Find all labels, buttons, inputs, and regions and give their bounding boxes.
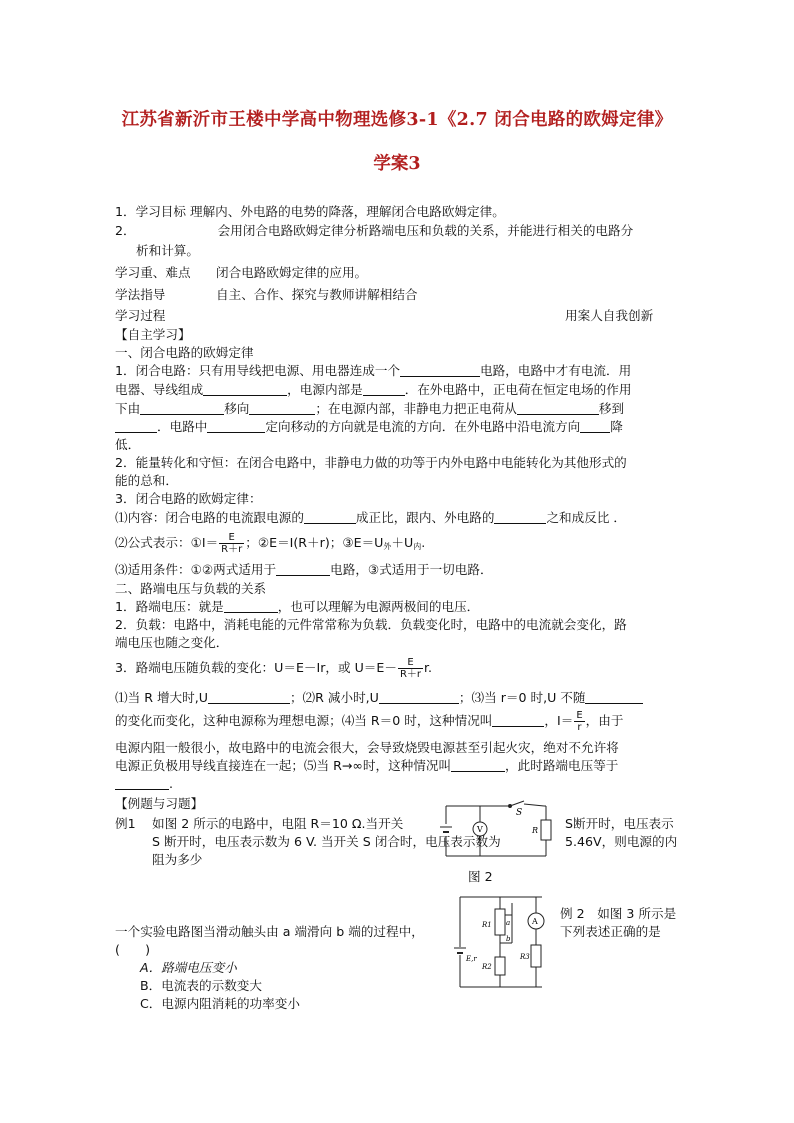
switch-blade [524,804,544,806]
example-2-line1: 一个实验电路图当滑动触头由 a 端滑向 b 端的过程中， [115,924,424,939]
fraction: $\frac{E}{r}$ [576,710,583,733]
resistor-label: R [532,826,539,835]
blank[interactable] [363,382,405,396]
cases-line1: ⑴当 R 增大时,U ；⑵R 减小时,U ；⑶当 r＝0 时,U 不随 [115,689,643,707]
p1-line3: 下由 移向 ；在电源内部，非静电力把正电荷从 移到 [115,401,625,416]
example-1-right-line1: S断开时，电压表示 [565,816,674,831]
p3-formula: ⑵公式表示：①I＝ $\frac{E}{R+r}$ ；②E＝I(R＋r)；$③E=U_外+U_内$. [115,532,426,555]
r3-resistor-icon [531,945,541,967]
blank[interactable] [203,382,287,396]
q2-line2: 端电压也随之变化． [115,635,229,650]
section-2-heading: 二、路端电压与负载的关系 [115,581,267,596]
r1-resistor-icon [495,909,505,935]
blank[interactable] [115,419,157,433]
source-label: E,r [466,955,477,963]
r2-resistor-icon [495,957,505,975]
document-title: 江苏省新沂市王楼中学高中物理选修3-1《2.7 闭合电路的欧姆定律》 [121,110,673,130]
q2-line1: 2．负载：电路中，消耗电能的元件常常称为负载．负载变化时，电路中的电流就会变化，路 [115,617,627,632]
cases-line5: . [115,775,173,793]
blank[interactable] [208,690,290,704]
p3-heading: 3．闭合电路的欧姆定律： [115,491,262,506]
slider-b-label: b [506,935,511,943]
figure-2-circuit [440,800,552,862]
blank[interactable] [304,510,356,524]
option-b[interactable]: B．电流表的示数变大 [140,978,262,993]
blank[interactable] [580,419,610,433]
self-study-heading: 【自主学习】 [115,327,191,342]
objective-2-cont: 析和计算。 [136,243,199,258]
fraction: $\frac{E}{R+r}$ [221,532,243,555]
p1-line4: ．电路中 定向移动的方向就是电流的方向．在外电路中沿电流方向 降 [115,418,623,436]
p3-content: ⑴内容：闭合电路的电流跟电源的 成正比，跟内、外电路的 之和成反比 ． [115,510,627,525]
examples-heading: 【例题与习题】 [115,796,204,811]
resistor-icon [541,820,551,840]
r3-label: R3 [520,953,530,961]
example-1-right-line2: 5.46V，则电源的内 [565,834,678,849]
blank[interactable] [207,419,265,433]
p1-line1: 1．闭合电路：只有用导线把电源、用电器连成一个 电路，电路中才有电流．用 [115,363,632,378]
cases-line4: 电源正负极用导线直接连在一起；⑸当 R→∞时，这种情况叫 ，此时路端电压等于 [115,758,619,773]
p1-line5: 低． [115,437,141,452]
option-a[interactable]: A．路端电压变小 [140,960,237,975]
figure-2-caption: 图 2 [468,869,493,884]
blank[interactable] [115,776,169,790]
cases-line3: 电源内阻一般很小，故电路中的电流会很大，会导致烧毁电源甚至引起火灾，绝对不允许将 [115,740,619,755]
example-1-line3: 阻为多少 [152,852,203,867]
ammeter-label: A [532,917,538,926]
blank[interactable] [249,401,315,415]
key-points-text: 闭合电路欧姆定律的应用。 [216,265,368,280]
p3-conditions: ⑶适用条件：①②两式适用于 电路，③式适用于一切电路． [115,562,493,577]
option-c[interactable]: C．电源内阻消耗的功率变小 [140,996,300,1011]
section-1-heading: 一、闭合电路的欧姆定律 [115,345,254,360]
q1: 1．路端电压：就是 ，也可以理解为电源两极间的电压． [115,599,480,614]
slider-a-label: a [506,919,511,927]
switch-label: S [516,808,523,818]
q3-formula: 3．路端电压随负载的变化：U＝E－Ir，或 U＝E－ $\frac{E}{R+r}$ r. [115,657,433,680]
blank[interactable] [276,562,330,576]
objective-2: 2． 会用闭合电路欧姆定律分析路端电压和负载的关系，并能进行相关的电路分 [115,223,634,238]
switch-lever [510,801,524,806]
process-right-label: 用案人自我创新 [565,308,654,323]
cases-line2: 的变化而变化，这种电源称为理想电源；⑷当 R＝0 时，这种情况叫 ，I＝ $\frac{E}{r}$ ，由于 [115,710,624,733]
blank[interactable] [585,690,643,704]
voltmeter-label: V [477,825,483,834]
blank[interactable] [517,401,599,415]
key-points-label: 学习重、难点 [115,265,191,280]
figure-3-circuit [452,893,552,993]
example-2-right-line1: 例 2 如图 3 所示是 [560,906,677,921]
method-label: 学法指导 [115,287,166,302]
example-1-label: 例1 [115,816,136,831]
blank[interactable] [400,363,480,377]
blank[interactable] [494,510,546,524]
blank[interactable] [140,401,224,415]
blank[interactable] [224,599,278,613]
example-2-right-line2: 下列表述正确的是 [560,924,661,939]
objective-1: 1．学习目标 理解内、外电路的电势的降落，理解闭合电路欧姆定律。 [115,204,505,219]
blank[interactable] [492,713,544,727]
r2-label: R2 [482,963,492,971]
document-subtitle: 学案3 [373,154,421,174]
example-2-paren: ( ) [115,942,151,957]
fraction: $\frac{E}{R+r}$ [399,657,422,680]
blank[interactable] [451,758,505,772]
process-label: 学习过程 [115,308,166,323]
example-1-line1: 如图 2 所示的电路中，电阻 R＝10 Ω.当开关 [152,816,404,831]
p1-line2: 电器、导线组成 ，电源内部是 ．在外电路中，正电荷在恒定电场的作用 [115,382,632,397]
method-text: 自主、合作、探究与教师讲解相结合 [216,287,418,302]
r1-label: R1 [482,921,492,929]
p2-line1: 2．能量转化和守恒：在闭合电路中，非静电力做的功等于内外电路中电能转化为其他形式的 [115,455,627,470]
p2-line2: 能的总和． [115,473,178,488]
example-1-line2: S 断开时，电压表示数为 6 V. 当开关 S 闭合时，电压表示数为 [152,834,501,849]
blank[interactable] [379,690,459,704]
